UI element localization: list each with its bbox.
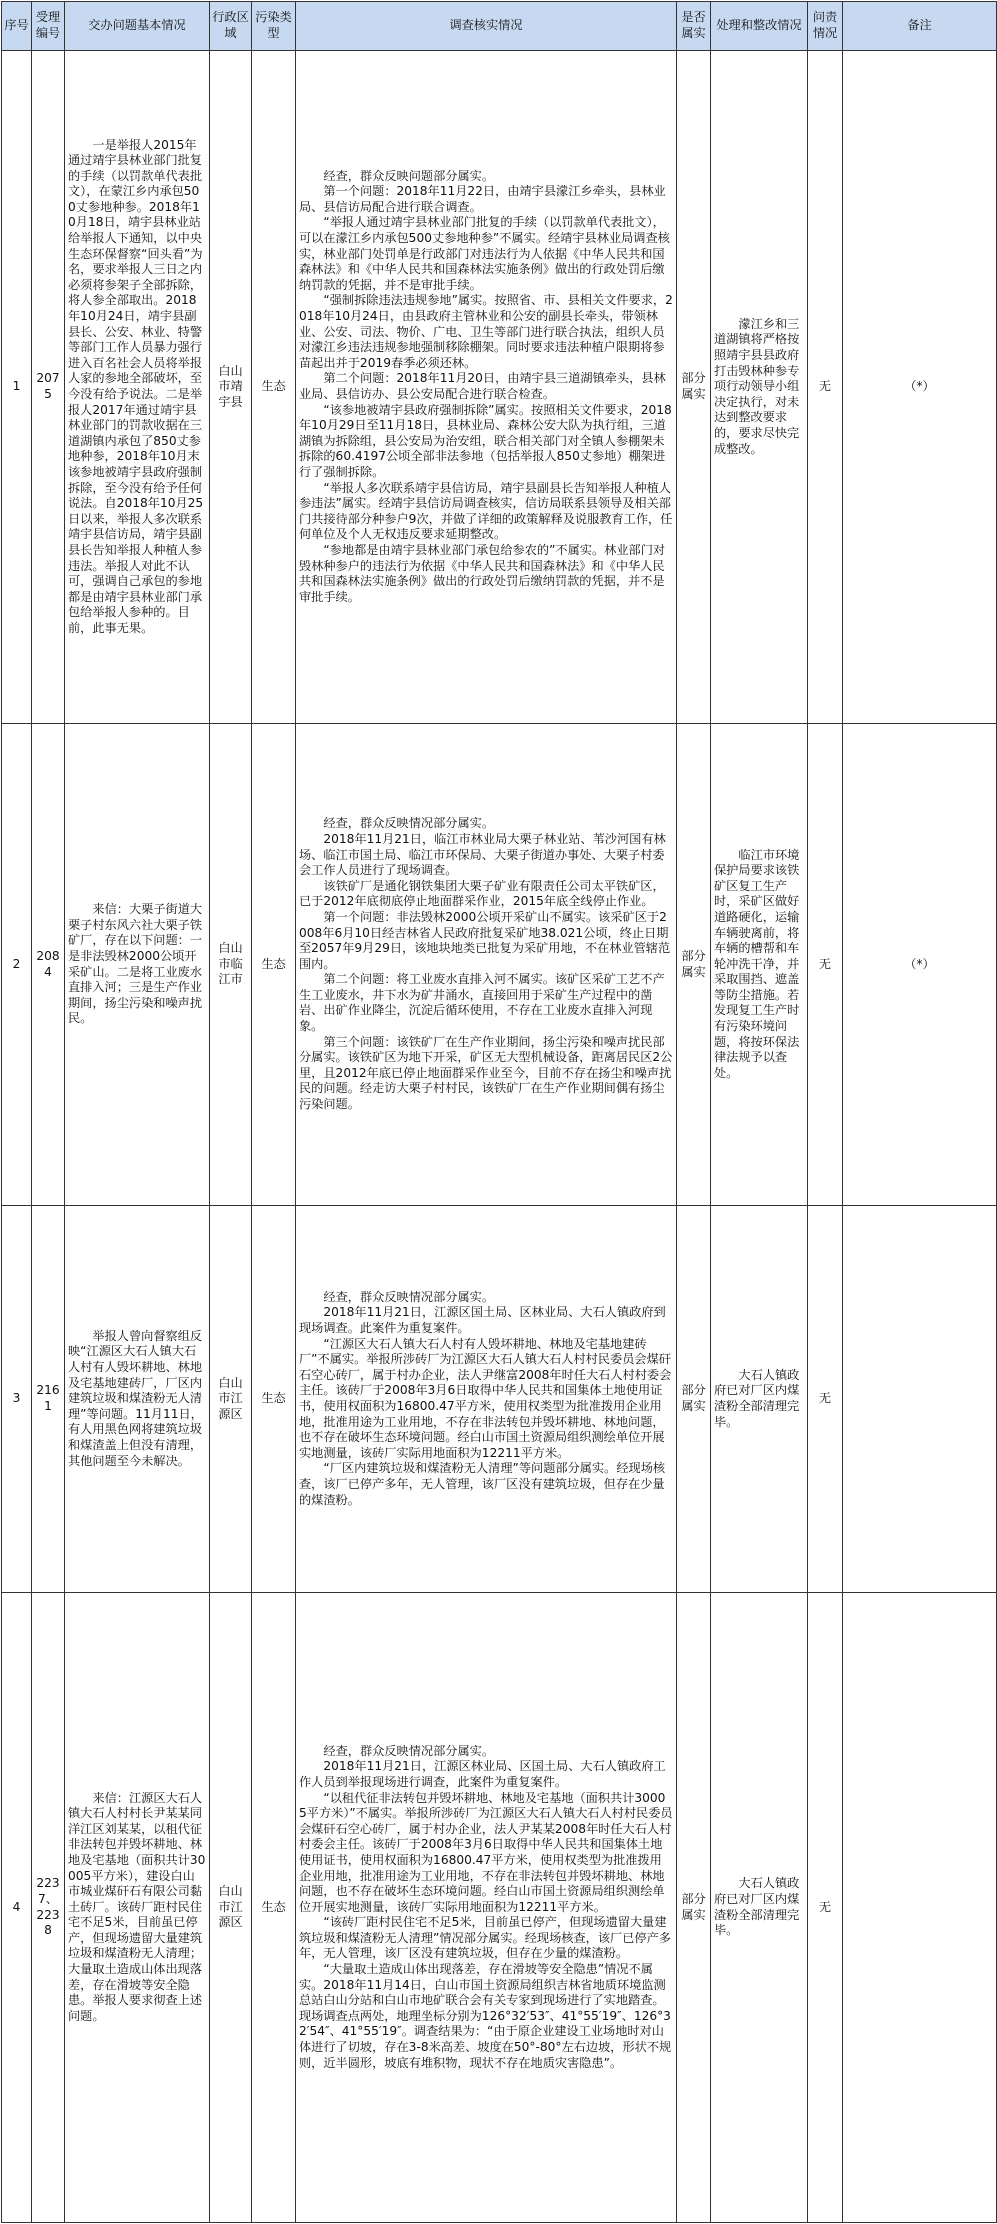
handling-cell: [711, 51, 808, 724]
header-basic-info: 交办问题基本情况: [65, 2, 210, 51]
handling-cell: [711, 724, 808, 1206]
acceptance-no-cell: 2075: [32, 51, 65, 724]
handling-text: 大石人镇政府已对厂区内煤渣粉全部清理完毕。: [714, 1367, 800, 1429]
header-admin-region: 行政区域: [210, 2, 252, 51]
investigation-paragraph: “参地都是由靖宇县林业部门承包给参农的”不属实。林业部门对毁林种参户的违法行为依据《中华人民共和国森林法》和《中华人民共和国森林法实施条例》做出的行政处罚后缴纳罚款的凭据，并不是审批手续。: [299, 542, 666, 604]
pollution-type-cell: 生态: [252, 724, 296, 1206]
pollution-type-cell: 生态: [252, 1206, 296, 1593]
verified-cell: 部分属实: [677, 1206, 711, 1593]
pollution-type-cell: 生态: [252, 51, 296, 724]
basic-info-text: 来信：江源区大石人镇大石人村村长尹某某同洋江区刘某某，以租代征非法转包并毁坏耕地、林地及宅基地（面积共计30005平方米），建设白山市城业煤矸石有限公司黏土砖厂。该砖厂距村民住宅不足5米，目前虽已停产，但现场遗留大量建筑垃圾和煤渣粉无人清理；大量取土造成山体出现落差，存在滑坡等安全隐患。举报人要求彻查上述问题。: [68, 1790, 206, 2023]
table-row: [2, 1593, 997, 2223]
investigation-paragraph: 第三个问题：该铁矿厂在生产作业期间，扬尘污染和噪声扰民部分属实。该铁矿区为地下开采，矿区无大型机械设备，距离居民区2公里，且2012年底已停止地面群采作业至今，目前不存在扬尘和噪声扰民的问题。经走访大栗子村村民，该铁矿厂在生产作业期间偶有扬尘污染问题。: [299, 1034, 673, 1112]
investigation-paragraph: “厂区内建筑垃圾和煤渣粉无人清理”等问题部分属实。经现场核查，该厂已停产多年，无人管理，该厂区没有建筑垃圾，但存在少量的煤渣粉。: [299, 1461, 666, 1507]
handling-cell: [711, 1593, 808, 2223]
investigation-paragraph: 经查，群众反映情况部分属实。: [323, 1743, 495, 1758]
remarks-cell: [843, 1593, 997, 2223]
header-seq: 序号: [2, 2, 32, 51]
acceptance-no-cell: 2237、2238: [32, 1593, 65, 2223]
investigation-paragraph: “该砖厂距村民住宅不足5米，目前虽已停产，但现场遗留大量建筑垃圾和煤渣粉无人清理”情况部分属实。经现场核查，该厂已停产多年，无人管理，该厂区没有建筑垃圾，但存在少量的煤渣粉。: [299, 1915, 671, 1961]
admin-region-cell: 白山市江源区: [210, 1593, 252, 2223]
remarks-cell: （*）: [843, 51, 997, 724]
investigation-paragraph: “以租代征非法转包并毁坏耕地、林地及宅基地（面积共计30005平方米）”不属实。举报所涉砖厂为江源区大石人镇大石人村村民委员会煤矸石空心砖厂，属于村办企业，法人尹某某2008年时任大石人村村委会主任。该砖厂于2008年3月6日取得中华人民共和国集体土地使用证书，使用权面积为16800.47平方米，使用权类型为批准拨用企业用地，批准用途为工业用地，不存在非法转包并毁坏耕地、林地问题，也不存在破坏生态环境问题。经白山市国土资源局组织测绘单位开展实地测量，该砖厂实际用地面积为12211平方米。: [299, 1790, 673, 1914]
table-row: [2, 724, 997, 1206]
seq-cell: 4: [2, 1593, 32, 2223]
investigation-paragraph: 经查，群众反映问题部分属实。: [323, 168, 495, 183]
investigation-cell: [296, 1593, 677, 2223]
seq-cell: 2: [2, 724, 32, 1206]
investigation-paragraph: 经查，群众反映情况部分属实。: [323, 1289, 495, 1304]
header-accountability: 问责情况: [808, 2, 843, 51]
investigation-paragraph: 第一个问题：非法毁林2000公顷开采矿山不属实。该采矿区于2008年6月10日经吉林省人民政府批复采矿地38.021公顷，终止日期至2057年9月29日，该地块地类已批复为采矿用地，不在林业管辖范围内。: [299, 909, 671, 971]
header-handling: 处理和整改情况: [711, 2, 808, 51]
investigation-paragraph: 第二个问题：2018年11月20日，由靖宇县三道湖镇牵头，县林业局、县信访办、县公安局配合进行联合检查。: [299, 371, 666, 401]
verified-cell: 部分属实: [677, 724, 711, 1206]
admin-region-cell: 白山市临江市: [210, 724, 252, 1206]
investigation-paragraph: 2018年11月21日，江源区国土局、区林业局、大石人镇政府到现场调查。此案件为重复案件。: [299, 1305, 666, 1336]
investigation-paragraph: 经查，群众反映情况部分属实。: [323, 816, 495, 831]
header-remarks: 备注: [843, 2, 997, 51]
investigation-paragraph: 2018年11月21日，江源区林业局、区国土局、大石人镇政府工作人员到举报现场进行调查，此案件为重复案件。: [299, 1759, 666, 1789]
table-row: [2, 1206, 997, 1593]
admin-region-cell: 白山市靖宇县: [210, 51, 252, 724]
header-acceptance-no: 受理编号: [32, 2, 65, 51]
remarks-cell: （*）: [843, 724, 997, 1206]
basic-info-text: 来信：大栗子街道大栗子村东风六社大栗子铁矿厂，存在以下问题：一是非法毁林2000公顷开采矿山。二是将工业废水直排入河；三是生产作业期间，扬尘污染和噪声扰民。: [68, 902, 203, 1026]
admin-region-cell: 白山市江源区: [210, 1206, 252, 1593]
header-pollution-type: 污染类型: [252, 2, 296, 51]
remarks-cell: [843, 1206, 997, 1593]
verified-cell: 部分属实: [677, 1593, 711, 2223]
basic-info-text: 一是举报人2015年通过靖宇县林业部门批复的手续（以罚款单代表批文），在蒙江乡内承包500丈参地种参。2018年10月18日，靖宇县林业站给举报人下通知，以中央生态环保督察“回头看”为名，要求举报人三日之内必须将参架子全部拆除，将人参全部取出。2018年10月24日，靖宇县副县长、公安、林业、特警等部门工作人员暴力强行进入百名社会人员将举报人家的参地全部破坏，至今没有给予说法。二是举报人2017年通过靖宇县林业部门的罚款收据在三道湖镇内承包了850丈参地种参，2018年10月末该参地被靖宇县政府强制拆除，至今没有给予任何说法。自2018年10月25日以来，举报人多次联系靖宇县信访局，靖宇县副县长告知举报人种植人参违法。举报人对此不认可，强调自己承包的参地都是由靖宇县林业部门承包给举报人参种的。目前，此事无果。: [68, 137, 204, 635]
table-row: [2, 51, 997, 724]
investigation-paragraph: “该参地被靖宇县政府强制拆除”属实。按照相关文件要求，2018年10月29日至11月18日，县林业局、森林公安大队为执行组，三道湖镇为拆除组，县公安局为治安组，联合相关部门对全镇人参棚架未拆除的60.4197公顷全部非法参地（包括举报人850丈参地）棚架进行了强制拆除。: [299, 402, 672, 479]
accountability-cell: 无: [808, 51, 843, 724]
basic-info-cell: [65, 1593, 210, 2223]
basic-info-cell: [65, 1206, 210, 1593]
investigation-paragraph: “江源区大石人镇大石人村有人毁坏耕地、林地及宅基地建砖厂”不属实。举报所涉砖厂为江源区大石人镇大石人村村民委员会煤矸石空心砖厂，属于村办企业，法人尹继富2008年时任大石人村村委会主任。该砖厂于2008年3月6日取得中华人民共和国集体土地使用证书，使用权面积为16800.47平方米，使用权类型为批准拨用企业用地，批准用途为工业用地，不存在非法转包并毁坏耕地、林地问题，也不存在破坏生态环境问题。经白山市国土资源局组织测绘单位开展实地测量，该砖厂实际用地面积为12211平方米。: [299, 1336, 672, 1460]
acceptance-no-cell: 2084: [32, 724, 65, 1206]
investigation-paragraph: 第一个问题：2018年11月22日，由靖宇县濛江乡牵头，县林业局、县信访局配合进行联合调查。: [299, 184, 666, 214]
handling-text: 大石人镇政府已对厂区内煤渣粉全部清理完毕。: [714, 1876, 800, 1938]
investigation-paragraph: “强制拆除违法违规参地”属实。按照省、市、县相关文件要求，2018年10月24日，由县政府主管林业和公安的副县长牵头，带领林业、公安、司法、物价、广电、卫生等部门进行联合执法，组织人员对濛江乡违法违规参地强制移除棚架。同时要求违法种植户限期将参苗起出并于2019春季必须还林。: [299, 293, 673, 370]
basic-info-text: 举报人曾向督察组反映“江源区大石人镇大石人村有人毁坏耕地、林地及宅基地建砖厂，厂区内建筑垃圾和煤渣粉无人清理”等问题。11月11日，有人用黑色网将建筑垃圾和煤渣盖上但没有清理，其他问题至今未解决。: [68, 1328, 203, 1468]
seq-cell: 1: [2, 51, 32, 724]
basic-info-cell: [65, 51, 210, 724]
seq-cell: 3: [2, 1206, 32, 1593]
header-investigation: 调查核实情况: [296, 2, 677, 51]
investigation-cell: [296, 724, 677, 1206]
investigation-paragraph: “大量取土造成山体出现落差，存在滑坡等安全隐患”情况不属实。2018年11月14日，白山市国土资源局组织吉林省地质环境监测总站白山分站和白山市地矿联合会有关专家到现场进行了实地踏查。现场调查点两处，地理坐标分别为126°32′53″、41°55′19″、126°32′54″、41°55′19″。调查结果为：“由于原企业建设工业场地时对山体进行了切坡，存在3-8米高差、坡度在50°-80°左右边坡，形状不规则，近半圆形，坡底有堆积物，现状不存在地质灾害隐患”。: [299, 1962, 672, 2070]
acceptance-no-cell: 2161: [32, 1206, 65, 1593]
investigation-paragraph: 第二个问题：将工业废水直排入河不属实。该矿区采矿工艺不产生工业废水，井下水为矿井涌水，直接回用于采矿生产过程中的凿岩、出矿作业降尘，沉淀后循环使用，不存在工业废水直排入河现象。: [299, 972, 665, 1034]
handling-cell: [711, 1206, 808, 1593]
pollution-type-cell: 生态: [252, 1593, 296, 2223]
investigation-cell: [296, 1206, 677, 1593]
header-row: [2, 2, 997, 51]
header-verified: 是否属实: [677, 2, 711, 51]
investigation-paragraph: 2018年11月21日，临江市林业局大栗子林业站、苇沙河国有林场、临江市国土局、临江市环保局、大栗子街道办事处、大栗子村委会工作人员进行了现场调查。: [299, 831, 666, 878]
investigation-paragraph: “举报人多次联系靖宇县信访局，靖宇县副县长告知举报人种植人参违法”属实。经靖宇县信访局调查核实，信访局联系县领导及相关部门共接待部分种参户9次，并做了详细的政策解释及说服教育工作，任何单位及个人无权违反要求延期整改。: [299, 480, 673, 542]
verified-cell: 部分属实: [677, 51, 711, 724]
investigation-paragraph: 该铁矿厂是通化钢铁集团大栗子矿业有限责任公司太平铁矿区，已于2012年底彻底停止地面群采作业，2015年底全线停止作业。: [299, 878, 665, 909]
complaint-table: [1, 1, 997, 2223]
handling-text: 临江市环境保护局要求该铁矿区复工生产时，采矿区做好道路硬化，运输车辆驶离前，将车辆的槽帮和车轮冲洗干净，并采取围挡、遮盖等防尘措施。若发现复工生产时有污染环境问题，将按环保法律法规予以查处。: [714, 847, 800, 1080]
accountability-cell: 无: [808, 1206, 843, 1593]
handling-text: 濛江乡和三道湖镇将严格按照靖宇县县政府打击毁林种参专项行动领导小组决定执行，对未达到整改要求的，要求尽快完成整改。: [714, 316, 800, 456]
investigation-paragraph: “举报人通过靖宇县林业部门批复的手续（以罚款单代表批文），可以在濛江乡内承包500丈参地种参”不属实。经靖宇县林业局调查核实，林业部门处罚单是行政部门对违法行为人依据《中华人民共和国森林法》和《中华人民共和国森林法实施条例》做出的行政处罚后缴纳罚款的凭据，并不是审批手续。: [299, 215, 670, 292]
basic-info-cell: [65, 724, 210, 1206]
investigation-cell: [296, 51, 677, 724]
accountability-cell: 无: [808, 1593, 843, 2223]
accountability-cell: 无: [808, 724, 843, 1206]
